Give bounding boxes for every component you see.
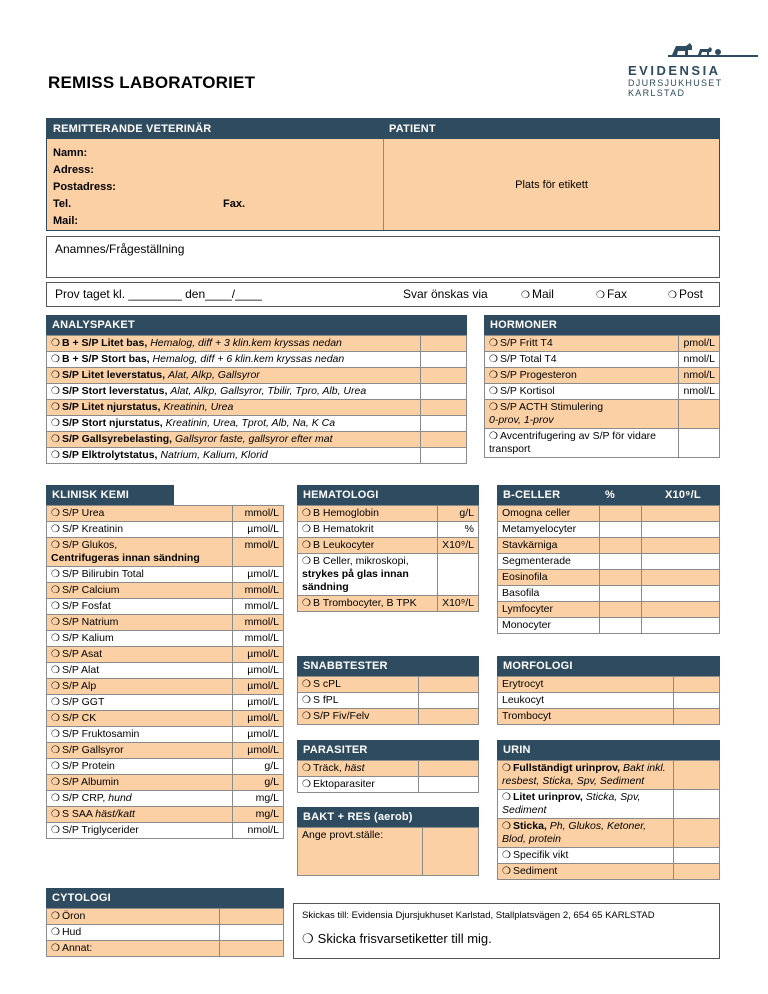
radio-icon: ❍ xyxy=(51,649,60,660)
radio-icon: ❍ xyxy=(51,745,60,756)
morfologi-table xyxy=(497,676,720,725)
parasit-ekto-option[interactable]: ❍ Ektoparasiter xyxy=(298,777,419,793)
klinisk-option[interactable]: ❍ S/P Fruktosamin xyxy=(47,727,233,743)
radio-icon: ❍ xyxy=(51,540,60,551)
hormon-option[interactable]: ❍ S/P Progesteron xyxy=(485,368,679,384)
hematologi-header: HEMATOLOGI xyxy=(297,485,479,505)
klinisk-option[interactable]: ❍ S/P CK xyxy=(47,711,233,727)
radio-icon: ❍ xyxy=(51,713,60,724)
radio-icon: ❍ xyxy=(521,290,530,301)
vet-header: REMITTERANDE VETERINÄR xyxy=(47,119,383,139)
analys-option[interactable]: ❍ S/P Stort leverstatus, Alat, Alkp, Gallsyror, Tbilir, Tpro, Alb, Urea xyxy=(47,384,421,400)
svar-label: Svar önskas via xyxy=(403,287,488,301)
bcell-row: Omogna celler xyxy=(498,506,600,522)
radio-icon: ❍ xyxy=(51,943,60,954)
snabbtest-option[interactable]: ❍ S fPL xyxy=(298,693,419,709)
radio-icon: ❍ xyxy=(489,354,498,365)
snabbtest-option[interactable]: ❍ S/P Fiv/Felv xyxy=(298,709,419,725)
analys-option[interactable]: ❍ S/P Litet njurstatus, Kreatinin, Urea xyxy=(47,400,421,416)
snabbtester-header: SNABBTESTER xyxy=(297,656,479,676)
bakt-header: BAKT + RES (aerob) xyxy=(297,807,479,827)
klinisk-header: KLINISK KEMI xyxy=(46,485,174,505)
radio-icon: ❍ xyxy=(668,290,677,301)
klinisk-option[interactable]: ❍ S/P Glukos, Centrifugeras innan sändning xyxy=(47,538,233,567)
radio-icon: ❍ xyxy=(51,697,60,708)
radio-icon: ❍ xyxy=(302,524,311,535)
klinisk-option[interactable]: ❍ S/P Alp xyxy=(47,679,233,695)
analys-option[interactable]: ❍ B + S/P Stort bas, Hemalog, diff + 6 klin.kem kryssas nedan xyxy=(47,352,421,368)
radio-icon: ❍ xyxy=(302,695,311,706)
cytologi-section xyxy=(46,888,284,957)
footer-address: Skickas till: Evidensia Djursjukhuset Karlstad, Stallplatsvägen 2, 654 65 KARLSTAD xyxy=(302,910,655,921)
radio-icon: ❍ xyxy=(302,598,311,609)
morfologi-header: MORFOLOGI xyxy=(497,656,720,676)
analyspaket-table xyxy=(46,335,467,464)
klinisk-option[interactable]: ❍ S/P Fosfat xyxy=(47,599,233,615)
parasiter-table xyxy=(297,760,479,793)
celler-option[interactable]: ❍ B Celler, mikroskopi, strykes på glas innan sändning xyxy=(298,554,438,596)
logo-name: EVIDENSIA xyxy=(628,63,721,78)
klinisk-option[interactable]: ❍ S/P CRP, hund xyxy=(47,791,233,807)
hematologi-option[interactable]: ❍ B Hematokrit xyxy=(298,522,438,538)
morfologi-section xyxy=(497,656,720,725)
radio-icon: ❍ xyxy=(489,338,498,349)
footer-box xyxy=(293,903,720,959)
vet-patient-box xyxy=(46,118,720,231)
radio-icon: ❍ xyxy=(51,681,60,692)
adress-field[interactable]: Adress: xyxy=(53,164,94,176)
radio-icon: ❍ xyxy=(51,665,60,676)
bcell-row: Metamyelocyter xyxy=(498,522,600,538)
morfologi-row: Erytrocyt xyxy=(498,677,674,693)
klinisk-option[interactable]: ❍ S/P Triglycerider xyxy=(47,823,233,839)
cytologi-option[interactable]: ❍ Öron xyxy=(47,909,220,925)
radio-icon: ❍ xyxy=(51,354,60,365)
radio-icon: ❍ xyxy=(489,386,498,397)
postadress-field[interactable]: Postadress: xyxy=(53,181,116,193)
prov-taget[interactable]: Prov taget kl. ________ den____/____ xyxy=(55,287,262,301)
analyspaket-section xyxy=(46,315,467,464)
bcell-row: Monocyter xyxy=(498,618,600,634)
hematologi-table: ❍ B Hemoglobin g/L ❍ B Hematokrit % ❍ B Leukocyter X10⁹/L ❍ B Celler, mikroskopi, strykes på glas innan sändning ❍ B Trombocyter, B TPK X10⁹/L xyxy=(297,505,479,612)
bceller-table xyxy=(497,505,720,634)
radio-icon: ❍ xyxy=(51,761,60,772)
vet-fields xyxy=(47,139,383,230)
klinisk-option[interactable]: ❍ S/P Alat xyxy=(47,663,233,679)
bcell-row: Lymfocyter xyxy=(498,602,600,618)
logo xyxy=(628,40,723,98)
radio-icon: ❍ xyxy=(51,338,60,349)
klinisk-option[interactable]: ❍ S/P Asat xyxy=(47,647,233,663)
hematologi-section xyxy=(297,485,479,612)
bcell-row: Basofila xyxy=(498,586,600,602)
radio-icon: ❍ xyxy=(51,617,60,628)
bcell-row: Stavkärniga xyxy=(498,538,600,554)
snabbtester-table xyxy=(297,676,479,725)
radio-icon: ❍ xyxy=(51,402,60,413)
klinisk-option[interactable]: ❍ S/P Gallsyror xyxy=(47,743,233,759)
klinisk-option[interactable]: ❍ S/P Kreatinin xyxy=(47,522,233,538)
hormon-option[interactable]: ❍ S/P Kortisol xyxy=(485,384,679,400)
cytologi-option[interactable]: ❍ Hud xyxy=(47,925,220,941)
radio-icon: ❍ xyxy=(596,290,605,301)
radio-icon: ❍ xyxy=(51,585,60,596)
urin-section xyxy=(497,740,720,880)
urin-sticka-option[interactable]: ❍ Sticka, Ph, Glukos, Ketoner, Blod, protein xyxy=(498,819,674,848)
radio-icon: ❍ xyxy=(51,386,60,397)
hormoner-section xyxy=(484,315,720,458)
snabbtest-option[interactable]: ❍ S cPL xyxy=(298,677,419,693)
radio-icon: ❍ xyxy=(302,540,311,551)
klinisk-table: ❍ S/P Urea mmol/L ❍ S/P Kreatinin µmol/L ❍ S/P Glukos, Centrifugeras innan sändning mmol/L ❍ S/P Bilirubin Total µmol/L ❍ S/P Calcium mmol/L ❍ S/P Fosfat mmol/L ❍ S/P Natrium mmol/L ❍ S/P Kalium mmol/L ❍ S/P Asat µmol/L ❍ S/P Alat µmol/L ❍ S/P Alp µmol/L ❍ S/P GGT µmol/L ❍ S/P CK µmol/L ❍ S/P Fruktosamin µmol/L ❍ S/P Gallsyror µmol/L ❍ S/P Protein g/L ❍ S/P Albumin g/L ❍ S/P CRP, hund mg/L ❍ S SAA häst/katt mg/L ❍ S/P Triglycerider nmol/L xyxy=(46,505,284,839)
radio-icon: ❍ xyxy=(302,508,311,519)
klinisk-option[interactable]: ❍ S/P Urea xyxy=(47,506,233,522)
page-title: REMISS LABORATORIET xyxy=(48,73,256,92)
bcell-row: Eosinofila xyxy=(498,570,600,586)
acth-option[interactable]: ❍ S/P ACTH Stimulering 0-prov, 1-prov xyxy=(485,400,679,429)
anamnes-label: Anamnes/Frågeställning xyxy=(55,242,185,256)
bceller-section xyxy=(497,485,720,634)
radio-icon: ❍ xyxy=(51,927,60,938)
hormon-option[interactable]: ❍ S/P Fritt T4 xyxy=(485,336,679,352)
bceller-header: B-CELLER % X10⁹/L xyxy=(497,485,720,505)
radio-icon: ❍ xyxy=(489,402,498,413)
bakt-table xyxy=(297,827,479,876)
cytologi-header: CYTOLOGI xyxy=(46,888,284,908)
patient-label-area[interactable] xyxy=(383,139,719,230)
tel-field[interactable]: Tel. xyxy=(53,198,72,210)
klinisk-option[interactable]: ❍ S/P GGT xyxy=(47,695,233,711)
analys-option[interactable]: ❍ B + S/P Litet bas, Hemalog, diff + 3 klin.kem kryssas nedan xyxy=(47,336,421,352)
radio-icon: ❍ xyxy=(489,431,498,442)
namn-field[interactable]: Namn: xyxy=(53,147,88,159)
urin-litet-option[interactable]: ❍ Litet urinprov, Sticka, Spv, Sediment xyxy=(498,790,674,819)
svar-fax-option[interactable]: ❍ Fax xyxy=(596,287,627,301)
hematologi-option[interactable]: ❍ B Hemoglobin xyxy=(298,506,438,522)
radio-icon: ❍ xyxy=(51,569,60,580)
parasiter-header: PARASITER xyxy=(297,740,479,760)
animals-logo-icon xyxy=(668,40,758,58)
svar-post-option[interactable]: ❍ Post xyxy=(668,287,703,301)
logo-sub1: DJURSJUKHUSET xyxy=(628,78,723,88)
radio-icon: ❍ xyxy=(51,729,60,740)
anamnes-field[interactable] xyxy=(46,236,720,278)
cytologi-table xyxy=(46,908,284,957)
radio-icon: ❍ xyxy=(51,524,60,535)
morfologi-row: Trombocyt xyxy=(498,709,674,725)
morfologi-row: Leukocyt xyxy=(498,693,674,709)
analys-option[interactable]: ❍ S/P Stort njurstatus, Kreatinin, Urea, Tprot, Alb, Na, K Ca xyxy=(47,416,421,432)
frisvar-option[interactable]: ❍ Skicka frisvarsetiketter till mig. xyxy=(302,931,492,946)
parasit-track-option[interactable]: ❍ Träck, häst xyxy=(298,761,419,777)
snabbtester-section xyxy=(297,656,479,725)
radio-icon: ❍ xyxy=(302,679,311,690)
radio-icon: ❍ xyxy=(51,793,60,804)
radio-icon: ❍ xyxy=(51,911,60,922)
analys-option[interactable]: ❍ S/P Elktrolytstatus, Natrium, Kalium, Klorid xyxy=(47,448,421,464)
logo-sub2: KARLSTAD xyxy=(628,88,686,98)
urin-header: URIN xyxy=(497,740,720,760)
radio-icon: ❍ xyxy=(302,931,314,946)
klinisk-option[interactable]: ❍ S/P Albumin xyxy=(47,775,233,791)
hormoner-header: HORMONER xyxy=(484,315,720,335)
radio-icon: ❍ xyxy=(51,450,60,461)
klinisk-option[interactable]: ❍ S/P Protein xyxy=(47,759,233,775)
mail-field[interactable]: Mail: xyxy=(53,215,79,227)
analyspaket-header: ANALYSPAKET xyxy=(46,315,467,335)
klinisk-kemi-section xyxy=(46,485,284,839)
radio-icon: ❍ xyxy=(302,711,311,722)
patient-header: PATIENT xyxy=(383,119,719,139)
klinisk-option[interactable]: ❍ S SAA häst/katt xyxy=(47,807,233,823)
klinisk-option[interactable]: ❍ S/P Bilirubin Total xyxy=(47,567,233,583)
radio-icon: ❍ xyxy=(51,370,60,381)
patient-label-text: Plats för etikett xyxy=(515,178,588,191)
klinisk-option[interactable]: ❍ S/P Kalium xyxy=(47,631,233,647)
urin-table xyxy=(497,760,720,880)
hematologi-option[interactable]: ❍ B Leukocyter xyxy=(298,538,438,554)
parasiter-section xyxy=(297,740,479,793)
radio-icon: ❍ xyxy=(51,601,60,612)
radio-icon: ❍ xyxy=(489,370,498,381)
trombocyter-option[interactable]: ❍ B Trombocyter, B TPK xyxy=(298,596,438,612)
radio-icon: ❍ xyxy=(51,809,60,820)
avcentrifugering-option[interactable]: ❍ Avcentrifugering av S/P för vidare transport xyxy=(485,429,679,458)
analys-option[interactable]: ❍ S/P Litet leverstatus, Alat, Alkp, Gallsyror xyxy=(47,368,421,384)
bakt-provstalle-field[interactable]: Ange provt.ställe: xyxy=(298,828,423,876)
radio-icon: ❍ xyxy=(51,777,60,788)
bakt-section xyxy=(297,807,479,876)
radio-icon: ❍ xyxy=(302,556,311,567)
svar-mail-option[interactable]: ❍ Mail xyxy=(521,287,554,301)
klinisk-option[interactable]: ❍ S/P Natrium xyxy=(47,615,233,631)
urin-sediment-option[interactable]: ❍ Sediment xyxy=(498,864,674,880)
analys-option[interactable]: ❍ S/P Gallsyrebelasting, Gallsyror faste, gallsyror efter mat xyxy=(47,432,421,448)
radio-icon: ❍ xyxy=(51,418,60,429)
radio-icon: ❍ xyxy=(51,508,60,519)
fax-field[interactable]: Fax. xyxy=(223,198,246,210)
radio-icon: ❍ xyxy=(51,633,60,644)
bcell-row: Segmenterade xyxy=(498,554,600,570)
urin-full-option[interactable]: ❍ Fullständigt urinprov, Bakt inkl. resbest, Sticka, Spv, Sediment xyxy=(498,761,674,790)
radio-icon: ❍ xyxy=(51,434,60,445)
urin-spv-option[interactable]: ❍ Specifik vikt xyxy=(498,848,674,864)
prov-row xyxy=(46,282,720,307)
radio-icon: ❍ xyxy=(51,825,60,836)
klinisk-option[interactable]: ❍ S/P Calcium xyxy=(47,583,233,599)
hormon-option[interactable]: ❍ S/P Total T4 xyxy=(485,352,679,368)
hormoner-table: ❍ S/P Fritt T4 pmol/L ❍ S/P Total T4 nmol/L ❍ S/P Progesteron nmol/L ❍ S/P Kortisol nmol/L ❍ S/P ACTH Stimulering 0-prov, 1-prov ❍ Avcentrifugering av S/P för vidare transport xyxy=(484,335,720,458)
cytologi-option[interactable]: ❍ Annat: xyxy=(47,941,220,957)
